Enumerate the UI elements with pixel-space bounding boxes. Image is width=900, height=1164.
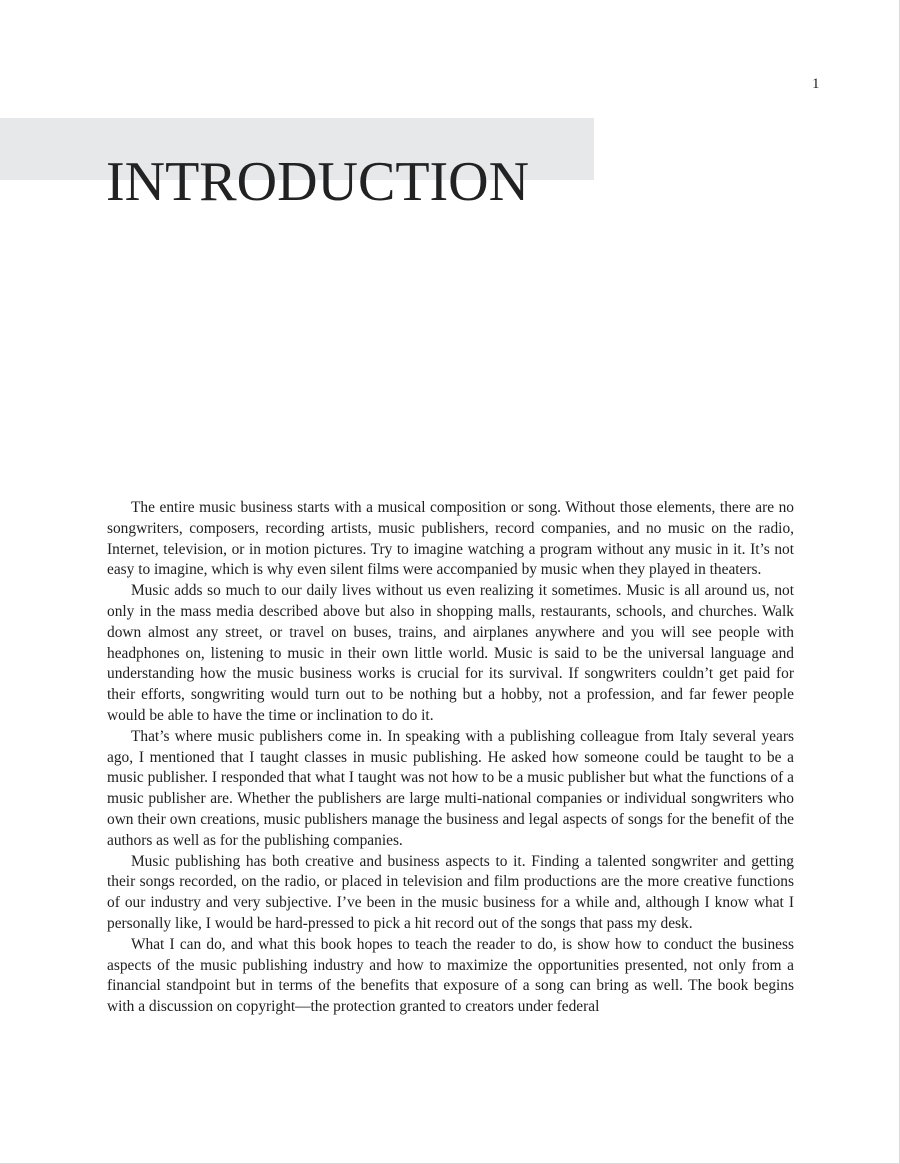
paragraph: Music adds so much to our daily lives without us even realizing it sometimes. Music is all around us, not only in the mass media described above but also in shopping malls, restaurants, schools, and churches. Walk down almost any street, or travel on buses, trains, and airplanes anywhere and you will see people with headphones on, listening to music in their own little world. Music is said to be the universal language and understanding how the music business works is crucial for its survival. If songwriters couldn’t get paid for their efforts, songwriting would turn out to be nothing but a hobby, not a profession, and far fewer people would be able to have the time or inclination to do it. bbox=[107, 582, 794, 724]
paragraph: Music publishing has both creative and business aspects to it. Finding a talented songwriter and getting their songs recorded, on the radio, or placed in television and film productions are the more creative functions of our industry and very subjective. I’ve been in the music business for a while and, although I know what I personally like, I would be hard-pressed to pick a hit record out of the songs that pass my desk. bbox=[107, 852, 794, 932]
paragraph: The entire music business starts with a musical composition or song. Without those elements, there are no songwriters, composers, recording artists, music publishers, record companies, and no music on the radio, Internet, television, or in motion pictures. Try to imagine watching a program without any music in it. It’s not easy to imagine, which is why even silent films were accompanied by music when they played in theaters. bbox=[107, 499, 794, 579]
page-number: 1 bbox=[812, 76, 820, 92]
body-text bbox=[107, 498, 794, 1018]
paragraph: That’s where music publishers come in. In speaking with a publishing colleague from Italy several years ago, I mentioned that I taught classes in music publishing. He asked how someone could be taught to be a music publisher. I responded that what I taught was not how to be a music publisher but what the functions of a music publisher are. Whether the publishers are large multi-national companies or individual songwriters who own their own creations, music publishers manage the business and legal aspects of songs for the benefit of the authors as well as for the publishing companies. bbox=[107, 727, 794, 849]
paragraph: What I can do, and what this book hopes to teach the reader to do, is show how to conduct the business aspects of the music publishing industry and how to maximize the opportunities presented, not only from a financial standpoint but in terms of the benefits that exposure of a song can bring as well. The book begins with a discussion on copyright—the protection granted to creators under federal bbox=[107, 935, 794, 1016]
chapter-title: INTRODUCTION bbox=[106, 151, 530, 213]
